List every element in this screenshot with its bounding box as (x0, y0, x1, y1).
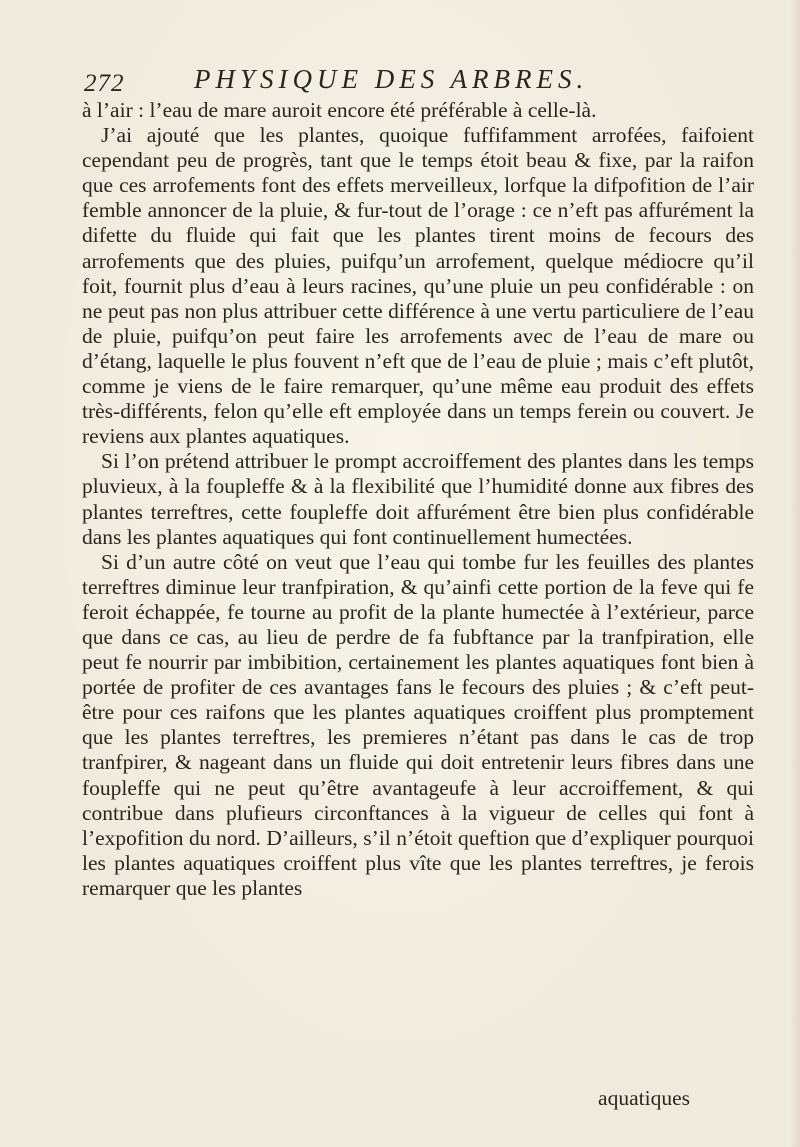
paragraph-continuation: à l’air : l’eau de mare auroit encore été préférable à celle-là. (82, 98, 597, 122)
page-header (84, 54, 744, 97)
page-edge-shadow (790, 0, 800, 1147)
running-title: PHYSIQUE DES ARBRES. (194, 64, 589, 94)
paragraph: Si l’on prétend attribuer le prompt accroiffement des plantes dans les temps pluvieux, à la foupleffe & à la flexibilité que l’humidité donne aux fibres des plantes terreftres, cette foupleffe doit affurément être bien plus confidérable dans les plantes aquatiques qui font continuellement humectées. (82, 449, 754, 549)
paragraph: Si d’un autre côté on veut que l’eau qui tombe fur les feuilles des plantes terreftres diminue leur tranfpiration, & qu’ainfi cette portion de la feve qui fe feroit échappée, fe tourne au profit de la plante humectée à l’extérieur, parce que dans ce cas, au lieu de perdre de fa fubftance par la tranfpiration, elle peut fe nourrir par imbibition, certainement les plantes aquatiques font bien à portée de profiter de ces avantages fans le fecours des pluies ; & c’eft peut-être pour ces raifons que les plantes aquatiques croiffent plus promptement que les plantes terreftres, les premieres n’étant pas dans le cas de trop tranfpirer, & nageant dans un fluide qui doit entretenir leurs fibres dans une foupleffe qui ne peut qu’être avantageufe à leur accroiffement, & qui contribue dans plufieurs circonftances à la vigueur de celles qui font à l’expofition du nord. D’ailleurs, s’il n’étoit queftion que d’expliquer pourquoi les plantes aquatiques croiffent plus vîte que les plantes terreftres, je ferois remarquer que les plantes (82, 549, 754, 900)
paragraph: J’ai ajouté que les plantes, quoique fuffifamment arrofées, faifoient cependant peu de progrès, tant que le temps étoit beau & fixe, par la raifon que ces arrofements font des effets merveilleux, lorfque la difpofition de l’air femble annoncer de la pluie, & fur-tout de l’orage : ce n’eft pas affurément la difette du fluide qui fait que les plantes tirent moins de fecours des arrofements que des pluies, puifqu’un arrofement, quelque médiocre qu’il foit, fournit plus d’eau à leurs racines, qu’une pluie un peu confidérable : on ne peut pas non plus attribuer cette différence à une vertu particuliere de l’eau de pluie, puifqu’on peut faire les arrofements avec de l’eau de mare ou d’étang, laquelle le plus fouvent n’eft que de l’eau de pluie ; mais c’eft plutôt, comme je viens de le faire remarquer, qu’une même eau produit des effets très-différents, felon qu’elle eft employée dans un temps ferein ou couvert. Je reviens aux plantes aquatiques. (82, 123, 754, 449)
body-text (82, 98, 754, 901)
page-number: 272 (84, 70, 125, 97)
catchword: aquatiques (598, 1086, 690, 1110)
